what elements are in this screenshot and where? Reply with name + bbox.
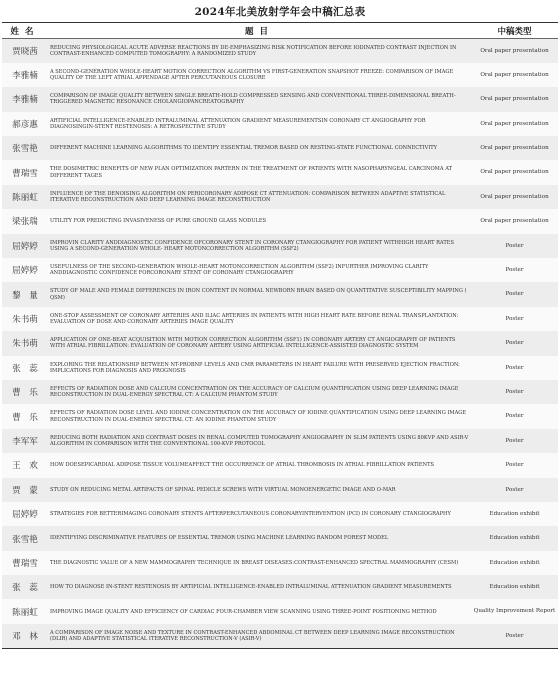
author-name-cell: 张 蕊: [2, 575, 48, 599]
author-name-cell: 陈丽虹: [2, 599, 48, 623]
author-name-cell: 李雅楠: [2, 87, 48, 111]
table-row: [2, 502, 558, 526]
presentation-type-cell: Education exhibit: [471, 575, 558, 599]
table-row: [2, 478, 558, 502]
table-row: [2, 429, 558, 453]
presentation-type-cell: Oral paper presentation: [471, 160, 558, 184]
author-name-cell: 邓 林: [2, 624, 48, 648]
paper-title-cell: EXPLORING THE RELATIONSHIP BETWEEN NT-PROBNP LEVELS AND CMR PARAMETERS IN HEART FAILURE WITH PRESERVED EJECTION FRACTION: IMPLICATIONS FOR DIAGNOSIS AND PROGNOSIS: [48, 356, 471, 380]
table-row: [2, 160, 558, 184]
author-name-cell: 李雅楠: [2, 63, 48, 87]
paper-title-cell: A COMPARISON OF IMAGE NOISE AND TEXTURE IN CONTRAST-ENHANCED ABDOMINAL CT BETWEEN DEEP LEARNING IMAGE RECONSTRUCTION (DLIR) AND ADAPTIVE STATISTICAL ITERATIVE RECONSTRUCTION-V (ASIR-V): [48, 624, 471, 648]
table-row: [2, 258, 558, 282]
presentation-type-cell: Poster: [471, 624, 558, 648]
paper-title-cell: INFLUENCE OF THE DENOISING ALGORITHM ON PERICORONARY ADIPOSE CT ATTENUATION: COMPARISON BETWEEN ADAPTIVE STATISTICAL ITERATIVE RECONSTRUCTION AND DEEP LEARNING IMAGE RECONSTRUCTION: [48, 185, 471, 209]
paper-title-cell: DIFFERENT MACHINE LEARNING ALGORITHMS TO IDENTIFY ESSENTIAL TREMOR BASED ON RESTING-STATE FUNCTIONAL CONNECTIVITY: [48, 136, 471, 160]
presentation-type-cell: Poster: [471, 282, 558, 306]
author-name-cell: 陈丽虹: [2, 185, 48, 209]
presentation-type-cell: Oral paper presentation: [471, 185, 558, 209]
paper-title-cell: EFFECTS OF RADIATION DOSE AND CALCIUM CONCENTRATION ON THE ACCURACY OF CALCIUM QUANTIFICATION USING DEEP LEARNING IMAGE RECONSTRUCTION IN DUAL-ENERGY SPECTRAL CT: A CALCIUM PHANTOM STUDY: [48, 380, 471, 404]
paper-title-cell: A SECOND-GENERATION WHOLE-HEART MOTION CORRECTION ALGORITHM VS FIRST-GENERATION SNAPSHOT FREEZE: COMPARISON OF IMAGE QUALITY OF THE LEFT ATRIAL APPENDAGE AFTER PERCUTANEOUS CLOSURE: [48, 63, 471, 87]
paper-title-cell: HOW DOESEPICARDIAL ADIPOSE TISSUE VOLUMEAFFECT THE OCCURRENCE OF ATRIAL THROMBOSIS IN ATRIAL FIBRILLATION PATIENTS: [48, 453, 471, 477]
presentation-type-cell: Education exhibit: [471, 502, 558, 526]
paper-title-cell: STRATEGIES FOR BETTERIMAGING CORONARY STENTS AFTERPERCUTANEOUS CORONARYINTERVENTION (PCI) IN CORONARY CTANGIOGRAPHY: [48, 502, 471, 526]
table-row: [2, 234, 558, 258]
paper-title-cell: IDENTIFYING DISCRIMINATIVE FEATURES OF ESSENTIAL TREMOR USING MACHINE LEARNING RANDOM FOREST MODEL: [48, 526, 471, 550]
table-row: [2, 526, 558, 550]
table-row: [2, 136, 558, 160]
table-row: [2, 307, 558, 331]
page-title: 2024年北美放射学年会中稿汇总表: [194, 6, 366, 18]
table-row: [2, 63, 558, 87]
paper-title-cell: IMPROVIN CLARITY ANDDIAGNOSTIC CONFIDENCE OFCORONARY STENT IN CORONARY CTANGIOGRAPHY FOR PATIENT WITHHIGH HEART RATES USING A SECOND-GENERATION WHOLE- HEART MOTONCORRECTION ALGORITHM (SSF2): [48, 234, 471, 258]
presentation-type-cell: Poster: [471, 380, 558, 404]
author-name-cell: 曹 乐: [2, 404, 48, 428]
author-name-cell: 贾晓茜: [2, 39, 48, 63]
table-row: [2, 331, 558, 355]
presentation-type-cell: Education exhibit: [471, 551, 558, 575]
author-name-cell: 黎 量: [2, 282, 48, 306]
paper-title-cell: HOW TO DIAGNOSE IN-STENT RESTENOSIS BY ARTIFICIAL INTELLIGENCE-ENABLED INTRALUMINAL ATTENUATION GRADIENT MEASUREMENTS: [48, 575, 471, 599]
table-row: [2, 39, 558, 63]
author-name-cell: 曹瑞雪: [2, 160, 48, 184]
paper-title-cell: UTILITY FOR PREDICTING INVASIVENESS OF PURE GROUND GLASS NODULES: [48, 209, 471, 233]
table-row: [2, 185, 558, 209]
presentation-type-cell: Poster: [471, 356, 558, 380]
author-name-cell: 屈婷婷: [2, 234, 48, 258]
author-name-cell: 朱书萌: [2, 331, 48, 355]
author-name-cell: 梁张瑞: [2, 209, 48, 233]
table-row: [2, 453, 558, 477]
table-row: [2, 282, 558, 306]
presentation-type-cell: Poster: [471, 404, 558, 428]
presentation-type-cell: Oral paper presentation: [471, 63, 558, 87]
presentation-type-cell: Oral paper presentation: [471, 209, 558, 233]
paper-title-cell: COMPARISON OF IMAGE QUALITY BETWEEN SINGLE BREATH-HOLD COMPRESSED SENSING AND CONVENTIONAL THREE-DIMENSIONAL BREATH-TRIGGERED MAGNETIC RESONANCE CHOLANGIOPANCREATOGRAPHY: [48, 87, 471, 111]
paper-title-cell: STUDY ON REDUCING METAL ARTIFACTS OF SPINAL PEDICLE SCREWS WITH VIRTUAL MONOENERGETIC IMAGE AND O-MAR: [48, 478, 471, 502]
paper-title-cell: APPLICATION OF ONE-BEAT ACQUISITION WITH MOTION CORRECTION ALGORITHM (SSF1) IN CORONARY ARTERY CT ANGIOGRAPHY OF PATIENTS WITH ATRIAL FIBRILLATION: EVALUATION OF CORONARY ARTERY USING ARTIFICIAL INTELLIGENCE-ASSISTED DIAGNOSTIC SYSTEM: [48, 331, 471, 355]
presentation-type-cell: Poster: [471, 453, 558, 477]
presentation-type-cell: Poster: [471, 234, 558, 258]
author-name-cell: 郝彦惠: [2, 112, 48, 136]
table-row: [2, 112, 558, 136]
author-name-cell: 王 欢: [2, 453, 48, 477]
table-row: [2, 575, 558, 599]
presentation-type-cell: Oral paper presentation: [471, 136, 558, 160]
table-body: [2, 39, 558, 649]
paper-title-cell: EFFECTS OF RADIATION DOSE LEVEL AND IODINE CONCENTRATION ON THE ACCURACY OF IODINE QUANTIFICATION USING DEEP LEARNING IMAGE RECONSTRUCTION IN DUAL-ENERGY SPECTRAL CT: AN IODINE PHANTOM STUDY: [48, 404, 471, 428]
presentation-type-cell: Poster: [471, 258, 558, 282]
presentation-type-cell: Oral paper presentation: [471, 39, 558, 63]
table-row: [2, 209, 558, 233]
header-title: 题目: [48, 23, 471, 39]
table-row: [2, 404, 558, 428]
presentation-type-cell: Education exhibit: [471, 526, 558, 550]
paper-title-cell: ONE-STOP ASSESSMENT OF CORONARY ARTERIES AND ILIAC ARTERIES IN PATIENTS WITH HIGH HEART RATE BEFORE RENAL TRANSPLANTATION: EVALUATION OF DOSE AND CORONARY ARTERIES IMAGE QUALITY: [48, 307, 471, 331]
paper-title-cell: ARTIFICIAL INTELLIGENCE-ENABLED INTRALUMINAL ATTENUATION GRADIENT MEASUREMENTSIN CORONARY CT ANGIOGRAPHY FOR DIAGNOSINGIN-STENT RESTENOSIS: A RETROSPECTIVE STUDY: [48, 112, 471, 136]
table-row: [2, 380, 558, 404]
presentation-type-cell: Poster: [471, 478, 558, 502]
table-row: [2, 551, 558, 575]
author-name-cell: 贾 蒙: [2, 478, 48, 502]
presentation-type-cell: Poster: [471, 307, 558, 331]
table-row: [2, 624, 558, 648]
author-name-cell: 曹瑞雪: [2, 551, 48, 575]
presentation-type-cell: Poster: [471, 429, 558, 453]
table-row: [2, 599, 558, 623]
author-name-cell: 朱书萌: [2, 307, 48, 331]
paper-title-cell: REDUCING BOTH RADIATION AND CONTRAST DOSES IN RENAL COMPUTED TOMOGRAPHY ANGIOGRAPHY IN SLIM PATIENTS USING 80KVP AND ASIR-V ALGORITHM IN COMPARISON WITH THE CONVENTIONAL 100-KVP PROTOCOL: [48, 429, 471, 453]
presentation-type-cell: Oral paper presentation: [471, 87, 558, 111]
paper-title-cell: THE DIAGNOSTIC VALUE OF A NEW MAMMOGRAPHY TECHNIQUE IN BREAST DISEASES:CONTRAST-ENHANCED SPECTRAL MAMMOGRAPHY (CESM): [48, 551, 471, 575]
author-name-cell: 李军军: [2, 429, 48, 453]
presentation-type-cell: Poster: [471, 331, 558, 355]
author-name-cell: 屈婷婷: [2, 502, 48, 526]
table-row: [2, 356, 558, 380]
author-name-cell: 张雪艳: [2, 136, 48, 160]
paper-title-cell: USEFULNESS OF THE SECOND-GENERATION WHOLE-HEART MOTONCORRECTION ALGORITHM (SSF2) INFURTHER IMPROVING CLARITY ANDDIAGNOSTIC CONFIDENCE FORCORONARY STENT OF CORONARY CTANGIOGRAPHY: [48, 258, 471, 282]
author-name-cell: 张雪艳: [2, 526, 48, 550]
header-type: 中稿类型: [471, 23, 558, 39]
author-name-cell: 张 蕊: [2, 356, 48, 380]
table-row: [2, 87, 558, 111]
paper-title-cell: IMPROVING IMAGE QUALITY AND EFFICIENCY OF CARDIAC FOUR-CHAMBER VIEW SCANNING USING THREE-POINT POSITIONING METHOD: [48, 599, 471, 623]
author-name-cell: 曹 乐: [2, 380, 48, 404]
table-header-row: [2, 23, 558, 39]
presentation-type-cell: Quality Improvement Report: [471, 599, 558, 623]
paper-title-cell: THE DOSIMETRIC BENEFITS OF NEW PLAN OPTIMIZATION PARTERN IN THE TREATMENT OF PATIENTS WITH NASOPHARYNGEAL CARCINOMA AT DIFFERENT TAGES: [48, 160, 471, 184]
abstract-summary-table: [2, 22, 558, 649]
header-name: 姓名: [2, 23, 48, 39]
presentation-type-cell: Oral paper presentation: [471, 112, 558, 136]
author-name-cell: 屈婷婷: [2, 258, 48, 282]
paper-title-cell: STUDY OF MALE AND FEMALE DIFFERENCES IN IRON CONTENT IN NORMAL NEWBORN BRAIN BASED ON QUANTITATIVE SUSCEPTIBILITY MAPPING ( QSM): [48, 282, 471, 306]
paper-title-cell: REDUCING PHYSIOLOGICAL ACUTE ADVERSE REACTIONS BY DE-EMPHASIZING RISK NOTIFICATION BEFORE IODINATED CONTRAST INJECTION IN CONTRAST-ENHANCED COMPUTED TOMOGRAPHY: A RANDOMIZED STUDY: [48, 39, 471, 63]
